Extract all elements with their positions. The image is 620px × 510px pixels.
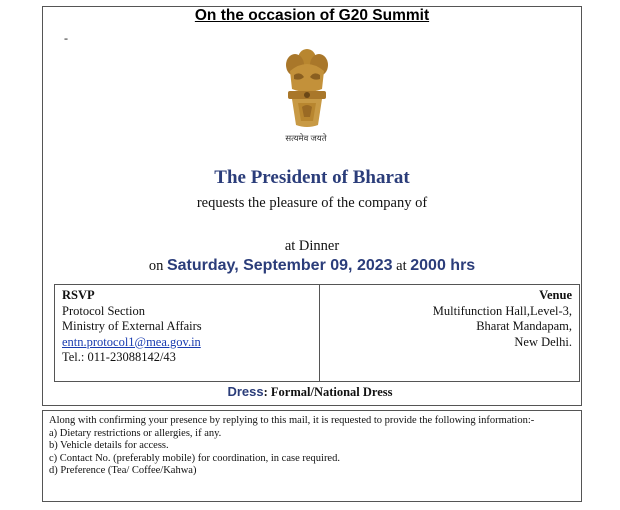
venue-line-city: New Delhi. bbox=[514, 334, 572, 349]
rsvp-line-ministry: Ministry of External Affairs bbox=[62, 319, 202, 333]
note-intro: Along with confirming your presence by replying to this mail, it is requested to provide the following information:- bbox=[49, 415, 535, 426]
venue-line-mandapam: Bharat Mandapam, bbox=[476, 319, 572, 333]
rsvp-section bbox=[62, 288, 202, 366]
host-title: The President of Bharat bbox=[214, 167, 410, 188]
event-line: at Dinner bbox=[284, 238, 340, 254]
list-item: b) Vehicle details for access. bbox=[49, 440, 169, 451]
venue-line-hall: Multifunction Hall,Level-3, bbox=[432, 303, 572, 318]
request-line: requests the pleasure of the company of bbox=[196, 195, 428, 211]
dress-code bbox=[0, 384, 620, 400]
rsvp-line-protocol: Protocol Section bbox=[62, 303, 145, 318]
rsvp-phone: Tel.: 011-23088142/43 bbox=[62, 350, 176, 364]
rsvp-venue-box bbox=[54, 284, 580, 382]
rsvp-email-link[interactable]: entn.protocol1@mea.gov.in bbox=[62, 334, 201, 349]
stray-mark: - bbox=[64, 31, 68, 45]
event-time: 2000 hrs bbox=[410, 257, 476, 274]
list-item: c) Contact No. (preferably mobile) for coordination, in case required. bbox=[49, 452, 340, 464]
box-divider bbox=[319, 285, 320, 381]
dress-value: : Formal/National Dress bbox=[263, 385, 393, 399]
information-request bbox=[49, 415, 575, 478]
national-emblem-icon bbox=[278, 45, 336, 131]
dress-label: Dress bbox=[227, 384, 264, 399]
venue-section bbox=[433, 288, 572, 350]
event-date: Saturday, September 09, 2023 bbox=[166, 257, 393, 274]
list-item: a) Dietary restrictions or allergies, if any. bbox=[49, 427, 222, 439]
information-request-box bbox=[42, 410, 582, 502]
at-label: at bbox=[396, 258, 407, 274]
emblem-motto: सत्यमेव जयते bbox=[285, 133, 327, 143]
date-line bbox=[43, 257, 581, 275]
venue-heading: Venue bbox=[539, 288, 572, 302]
list-item: d) Preference (Tea/ Coffee/Kahwa) bbox=[49, 465, 197, 476]
occasion-heading: On the occasion of G20 Summit bbox=[194, 7, 430, 24]
on-label: on bbox=[148, 258, 164, 274]
rsvp-heading: RSVP bbox=[62, 288, 95, 302]
